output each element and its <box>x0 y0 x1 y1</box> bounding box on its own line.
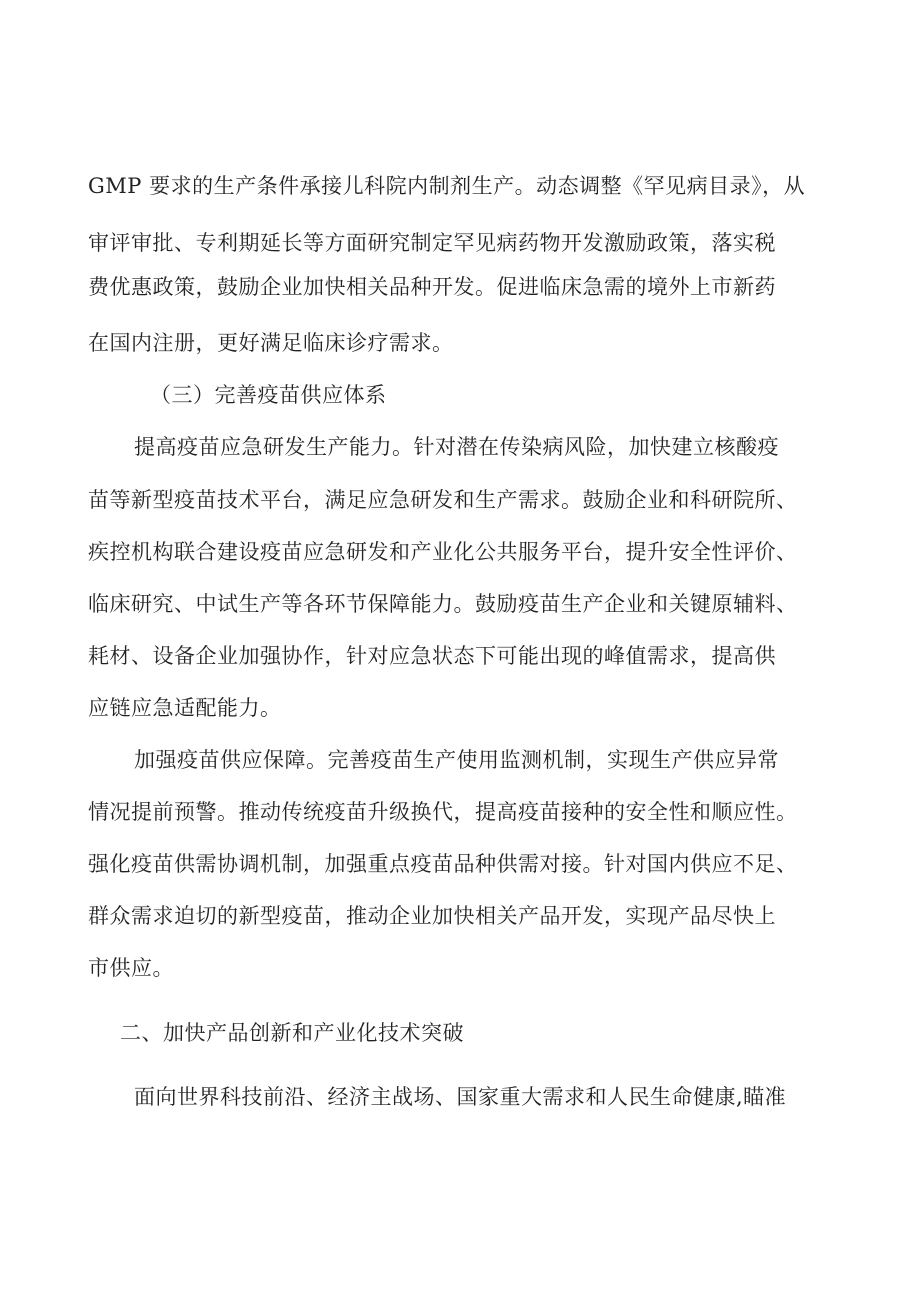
paragraph-2-line-4: 临床研究、中试生产等各环节保障能力。鼓励疫苗生产企业和关键原辅料、 <box>88 592 798 616</box>
paragraph-4-line-1: 面向世界科技前沿、经济主战场、国家重大需求和人民生命健康,瞄准 <box>134 1085 787 1109</box>
section-heading-3: （三）完善疫苗供应体系 <box>150 383 387 407</box>
paragraph-3-line-5: 市供应。 <box>88 956 174 980</box>
paragraph-3-line-3: 强化疫苗供需协调机制，加强重点疫苗品种供需对接。针对国内供应不足、 <box>88 852 798 876</box>
paragraph-2-line-3: 疾控机构联合建设疫苗应急研发和产业化公共服务平台，提升安全性评价、 <box>88 540 798 564</box>
paragraph-2-line-2: 苗等新型疫苗技术平台，满足应急研发和生产需求。鼓励企业和科研院所、 <box>88 488 798 512</box>
paragraph-2-line-5: 耗材、设备企业加强协作，针对应急状态下可能出现的峰值需求，提高供 <box>88 644 776 668</box>
paragraph-1-line-3: 费优惠政策，鼓励企业加快相关品种开发。促进临床急需的境外上市新药 <box>88 275 776 299</box>
paragraph-3-line-4: 群众需求迫切的新型疫苗，推动企业加快相关产品开发，实现产品尽快上 <box>88 904 776 928</box>
paragraph-2-line-1: 提高疫苗应急研发生产能力。针对潜在传染病风险，加快建立核酸疫 <box>134 435 779 459</box>
paragraph-3-line-1: 加强疫苗供应保障。完善疫苗生产使用监测机制，实现生产供应异常 <box>134 748 779 772</box>
paragraph-1-line-1: GMP 要求的生产条件承接儿科院内制剂生产。动态调整《罕见病目录》，从 <box>88 174 806 198</box>
paragraph-2-line-6: 应链应急适配能力。 <box>88 696 282 720</box>
paragraph-1-line-4: 在国内注册，更好满足临床诊疗需求。 <box>88 331 454 355</box>
paragraph-1-line-2: 审评审批、专利期延长等方面研究制定罕见病药物开发激励政策，落实税 <box>88 231 776 255</box>
section-heading-2: 二、加快产品创新和产业化技术突破 <box>120 1021 464 1045</box>
paragraph-3-line-2: 情况提前预警。推动传统疫苗升级换代，提高疫苗接种的安全性和顺应性。 <box>88 800 798 824</box>
